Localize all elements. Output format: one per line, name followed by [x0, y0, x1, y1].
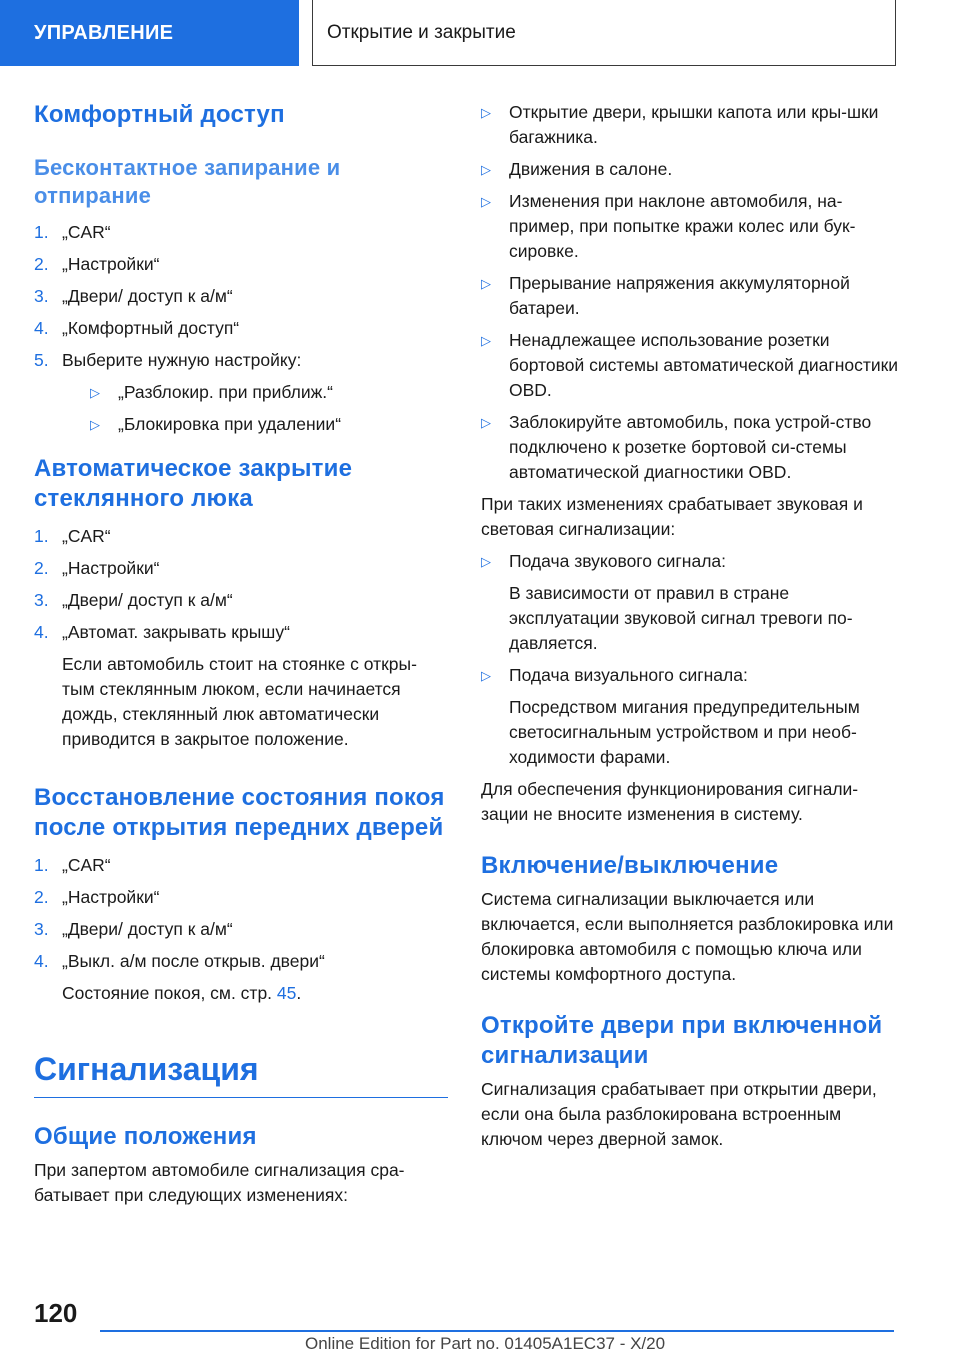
- triangle-bullet-icon: ▷: [481, 194, 491, 209]
- list-item: 1. „CAR“: [34, 855, 111, 875]
- contactless-options: [62, 380, 448, 437]
- triangle-bullet-icon: ▷: [481, 554, 491, 569]
- triangle-bullet-icon: ▷: [481, 105, 491, 120]
- heading-comfort-access: Комфортный доступ: [34, 101, 285, 128]
- page-link[interactable]: 45: [276, 983, 297, 1003]
- list-item: ▷ Движения в салоне.: [481, 157, 901, 182]
- on-off-text: Система сигнализации выключается или включается, если выполняется разблокировка или блокировка автомобиля с помощью ключа или системы комфортного доступа.: [481, 889, 894, 984]
- heading-on-off: Включение/выключение: [481, 852, 779, 879]
- rest-steps: [34, 853, 448, 1006]
- footer-divider: [100, 1330, 894, 1332]
- triangle-bullet-icon: ▷: [481, 415, 491, 430]
- list-item: 4. „Комфортный доступ“: [34, 318, 240, 338]
- alarm-responses: [481, 549, 901, 770]
- list-item: ▷ Ненадлежащее использование розетки бортовой системы автоматической диагностики OBD.: [481, 330, 899, 400]
- list-item: 2. „Настройки“: [34, 558, 160, 578]
- list-item: 1. „CAR“: [34, 222, 111, 242]
- heading-contactless: Бесконтактное запирание и отпирание: [34, 155, 341, 208]
- list-item: 2. „Настройки“: [34, 254, 160, 274]
- list-item: 5. Выберите нужную настройку: ▷ „Разблокир. при приближ.“ ▷ „Блокировка при удалении“: [34, 348, 448, 437]
- list-item: ▷ Изменения при наклоне автомобиля, на-пример, при попытке кражи колес или бук-сировке.: [481, 191, 856, 261]
- section-title: Открытие и закрытие: [327, 21, 516, 43]
- list-item: 3. „Двери/ доступ к а/м“: [34, 590, 233, 610]
- heading-general: Общие положения: [34, 1123, 257, 1150]
- general-text: При запертом автомобиле сигнализация сра-батывает при следующих изменениях:: [34, 1160, 405, 1205]
- list-item: 3. „Двери/ доступ к а/м“: [34, 286, 233, 306]
- page-number: 120: [34, 1298, 78, 1328]
- triangle-bullet-icon: ▷: [481, 276, 491, 291]
- triangle-bullet-icon: ▷: [481, 333, 491, 348]
- list-item: ▷ Подача звукового сигнала: В зависимости от правил в стране эксплуатации звуковой сигнал тревоги по-давляется.: [481, 551, 853, 653]
- chapter-tab: [0, 0, 299, 66]
- list-item: ▷ Прерывание напряжения аккумуляторной батареи.: [481, 273, 850, 318]
- chapter-label: УПРАВЛЕНИЕ: [34, 21, 174, 44]
- triangle-bullet-icon: ▷: [90, 385, 100, 400]
- heading-sunroof: Автоматическое закрытие стеклянного люка: [34, 455, 353, 512]
- contactless-steps: [34, 220, 448, 437]
- heading-open-doors: Откройте двери при включенной сигнализации: [481, 1012, 883, 1069]
- list-item: ▷ „Блокировка при удалении“: [90, 412, 448, 437]
- list-item: 2. „Настройки“: [34, 887, 160, 907]
- list-item: ▷ „Разблокир. при приближ.“: [90, 380, 448, 405]
- response-intro: При таких изменениях срабатывает звуковая и световая сигнализации:: [481, 494, 863, 539]
- list-item: ▷ Открытие двери, крышки капота или кры-шки багажника.: [481, 102, 879, 147]
- right-column: [481, 100, 901, 1152]
- list-item: 4. „Выкл. а/м после открыв. двери“ Состояние покоя, см. стр. 45.: [34, 949, 448, 1006]
- rest-note: Состояние покоя, см. стр. 45.: [62, 983, 302, 1003]
- open-doors-text: Сигнализация срабатывает при открытии двери, если она была разблокирована встроенным ключом через дверной замок.: [481, 1079, 877, 1149]
- triangle-bullet-icon: ▷: [481, 668, 491, 683]
- list-item: ▷ Подача визуального сигнала: Посредством мигания предупредительным светосигнальным устройством и при необ-ходимости фарами.: [481, 665, 860, 767]
- section-header: [312, 0, 896, 66]
- alarm-triggers: [481, 100, 901, 485]
- heading-rest-state: Восстановление состояния покоя после открытия передних дверей: [34, 784, 445, 841]
- sunroof-note: Если автомобиль стоит на стоянке с откры-тым стеклянным люком, если начинается дождь, стеклянный люк автоматически приводится в закрытое положение.: [62, 654, 417, 749]
- footer-edition: Online Edition for Part no. 01405A1EC37 - X/20: [305, 1334, 666, 1353]
- no-changes-text: Для обеспечения функционирования сигнали-зации не вносите изменения в систему.: [481, 779, 859, 824]
- list-item: 3. „Двери/ доступ к а/м“: [34, 919, 233, 939]
- list-item: ▷ Заблокируйте автомобиль, пока устрой-ство подключено к розетке бортовой си-стемы автоматической диагностики OBD.: [481, 412, 872, 482]
- triangle-bullet-icon: ▷: [90, 417, 100, 432]
- heading-alarm: Сигнализация: [34, 1049, 448, 1098]
- list-item: 1. „CAR“: [34, 526, 111, 546]
- list-item: 4. „Автомат. закрывать крышу“ Если автомобиль стоит на стоянке с откры-тым стеклянным люком, если начинается дождь, стеклянный люк автоматически приводится в закрытое положение.: [34, 620, 448, 752]
- triangle-bullet-icon: ▷: [481, 162, 491, 177]
- left-column: [34, 100, 448, 1208]
- sunroof-steps: [34, 524, 448, 752]
